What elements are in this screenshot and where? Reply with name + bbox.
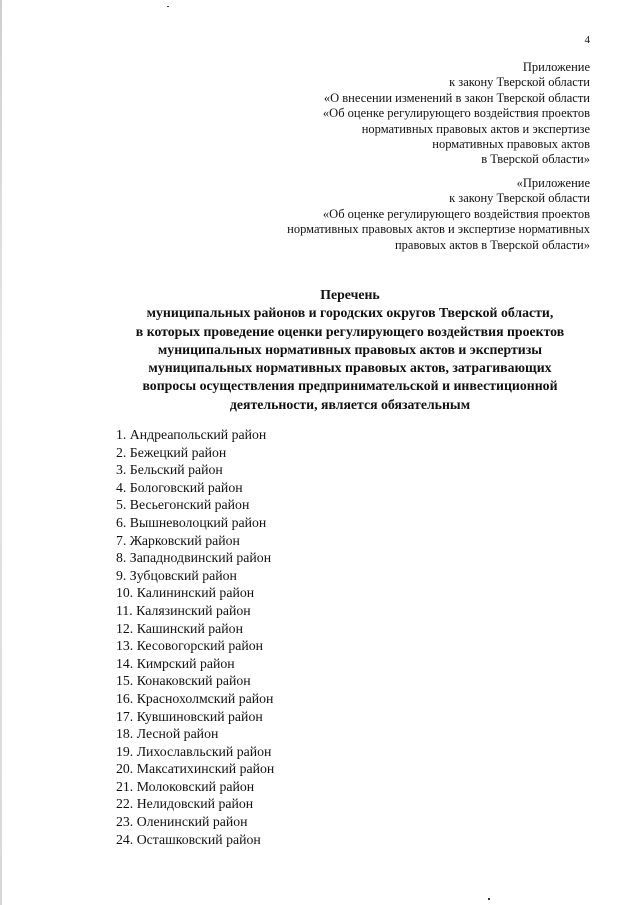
scan-left-edge xyxy=(0,0,2,905)
district-item: 15. Конаковский район xyxy=(116,673,251,689)
district-item: 13. Кесовогорский район xyxy=(116,638,264,654)
scan-mark-top xyxy=(167,6,169,7)
district-item: 12. Кашинский район xyxy=(116,620,243,636)
district-item: 1. Андреапольский район xyxy=(116,427,267,442)
appendix-line: «О внесении изменений в закон Тверской области xyxy=(323,90,590,105)
document-title xyxy=(60,286,640,414)
district-item: 4. Бологовский район xyxy=(116,479,243,495)
district-item: 23. Оленинский район xyxy=(116,814,248,830)
appendix-line: «Об оценке регулирующего воздействия проектов xyxy=(322,206,590,221)
appendix-line: к закону Тверской области xyxy=(449,75,590,90)
appendix-line: нормативных правовых актов и экспертизе xyxy=(361,121,590,136)
title-line: вопросы осуществления предпринимательской и инвестиционной xyxy=(142,378,558,394)
district-item: 17. Кувшиновский район xyxy=(116,708,263,724)
district-item: 19. Лихославльский район xyxy=(116,743,272,759)
district-item: 8. Западнодвинский район xyxy=(116,550,272,566)
title-line: муниципальных нормативных правовых актов, затрагивающих xyxy=(148,360,552,376)
title-line: муниципальных районов и городских округов Тверской области, xyxy=(146,305,554,321)
appendix-line: нормативных правовых актов xyxy=(432,137,590,152)
district-item: 7. Жарковский район xyxy=(116,532,240,548)
appendix-line: «Приложение xyxy=(516,176,590,190)
district-item: 3. Бельский район xyxy=(116,462,223,478)
title-line: в которых проведение оценки регулирующего воздействия проектов xyxy=(135,323,565,339)
district-item: 11. Калязинский район xyxy=(116,602,251,618)
appendix-line: Приложение xyxy=(522,60,590,74)
district-item: 14. Кимрский район xyxy=(116,655,235,671)
appendix-line: правовых актов в Тверской области» xyxy=(394,237,590,252)
title-heading: Перечень xyxy=(320,287,380,302)
appendix-header-current xyxy=(323,60,590,168)
district-list xyxy=(116,426,274,848)
appendix-line: «Об оценке регулирующего воздействия проектов xyxy=(322,106,590,121)
district-item: 2. Бежецкий район xyxy=(116,444,227,460)
district-item: 9. Зубцовский район xyxy=(116,567,237,583)
scan-mark-bottom xyxy=(488,898,490,900)
district-item: 20. Максатихинский район xyxy=(116,761,275,777)
district-item: 5. Весьегонский район xyxy=(116,497,250,513)
appendix-header-amended xyxy=(287,176,590,253)
appendix-line: к закону Тверской области xyxy=(449,191,590,206)
title-line: муниципальных нормативных правовых актов и экспертизы xyxy=(157,341,543,357)
district-item: 21. Молоковский район xyxy=(116,778,255,794)
district-item: 22. Нелидовский район xyxy=(116,796,254,812)
page-number: 4 xyxy=(584,34,590,46)
title-line: деятельности, является обязательным xyxy=(229,396,471,412)
district-item: 24. Осташковский район xyxy=(116,831,261,847)
district-item: 16. Краснохолмский район xyxy=(116,690,274,706)
appendix-line: в Тверской области» xyxy=(481,152,590,167)
district-item: 6. Вышневолоцкий район xyxy=(116,514,267,530)
appendix-line: нормативных правовых актов и экспертизе нормативных xyxy=(287,222,590,237)
district-item: 18. Лесной район xyxy=(116,726,219,742)
district-item: 10. Калининский район xyxy=(116,585,255,601)
